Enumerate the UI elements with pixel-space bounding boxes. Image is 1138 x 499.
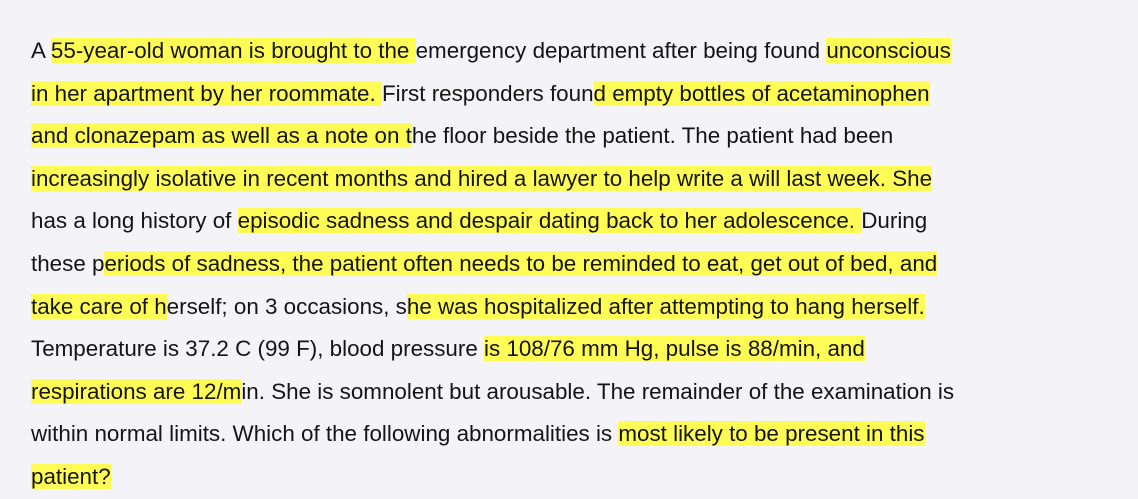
passage-line bbox=[31, 158, 1138, 201]
text-segment: he floor beside the patient. The patient had been bbox=[411, 123, 894, 149]
text-segment: A bbox=[31, 38, 51, 63]
highlighted-text: and clonazepam as well as a note on t bbox=[31, 123, 412, 149]
highlighted-text: d empty bottles of acetaminophen bbox=[593, 80, 930, 106]
highlighted-text: 55-year-old woman is brought to the bbox=[50, 38, 416, 63]
text-segment: has a long history of bbox=[31, 208, 238, 234]
highlighted-text: episodic sadness and despair dating back to her adolescence. bbox=[237, 208, 862, 234]
highlighted-text: unconscious bbox=[826, 38, 951, 63]
highlighted-text: is 108/76 mm Hg, pulse is 88/min, and bbox=[484, 336, 865, 362]
highlighted-text: patient? bbox=[31, 463, 111, 489]
highlighted-text: eriods of sadness, the patient often needs to be reminded to eat, get out of bed, and bbox=[104, 250, 938, 276]
passage-line bbox=[31, 286, 1138, 329]
passage-line bbox=[31, 115, 1138, 158]
text-segment: First responders foun bbox=[381, 80, 594, 106]
passage-line bbox=[31, 30, 1138, 73]
text-segment: within normal limits. Which of the following abnormalities is bbox=[31, 421, 619, 447]
text-segment: emergency department after being found bbox=[415, 38, 827, 63]
text-segment: in. She is somnolent but arousable. The remainder of the examination is bbox=[241, 378, 955, 404]
passage-line bbox=[31, 200, 1138, 243]
text-segment: Temperature is 37.2 C (99 F), blood pressure bbox=[31, 336, 484, 362]
highlighted-text: increasingly isolative in recent months and hired a lawyer to help write a will last week. She bbox=[31, 165, 933, 191]
highlighted-text: take care of h bbox=[31, 293, 167, 319]
text-segment: erself; on 3 occasions, s bbox=[166, 293, 407, 319]
passage-line bbox=[31, 73, 1138, 116]
highlighted-text: he was hospitalized after attempting to hang herself. bbox=[406, 293, 925, 319]
passage-line bbox=[31, 328, 1138, 371]
text-segment: During bbox=[861, 208, 928, 234]
highlighted-text: in her apartment by her roommate. bbox=[31, 80, 382, 106]
passage-line bbox=[31, 456, 1138, 499]
highlighted-text: most likely to be present in this bbox=[618, 421, 925, 447]
text-segment: these p bbox=[31, 250, 105, 276]
passage-line bbox=[31, 413, 1138, 456]
highlighted-text: respirations are 12/m bbox=[31, 378, 242, 404]
passage-line bbox=[31, 371, 1138, 414]
passage-line bbox=[31, 243, 1138, 286]
